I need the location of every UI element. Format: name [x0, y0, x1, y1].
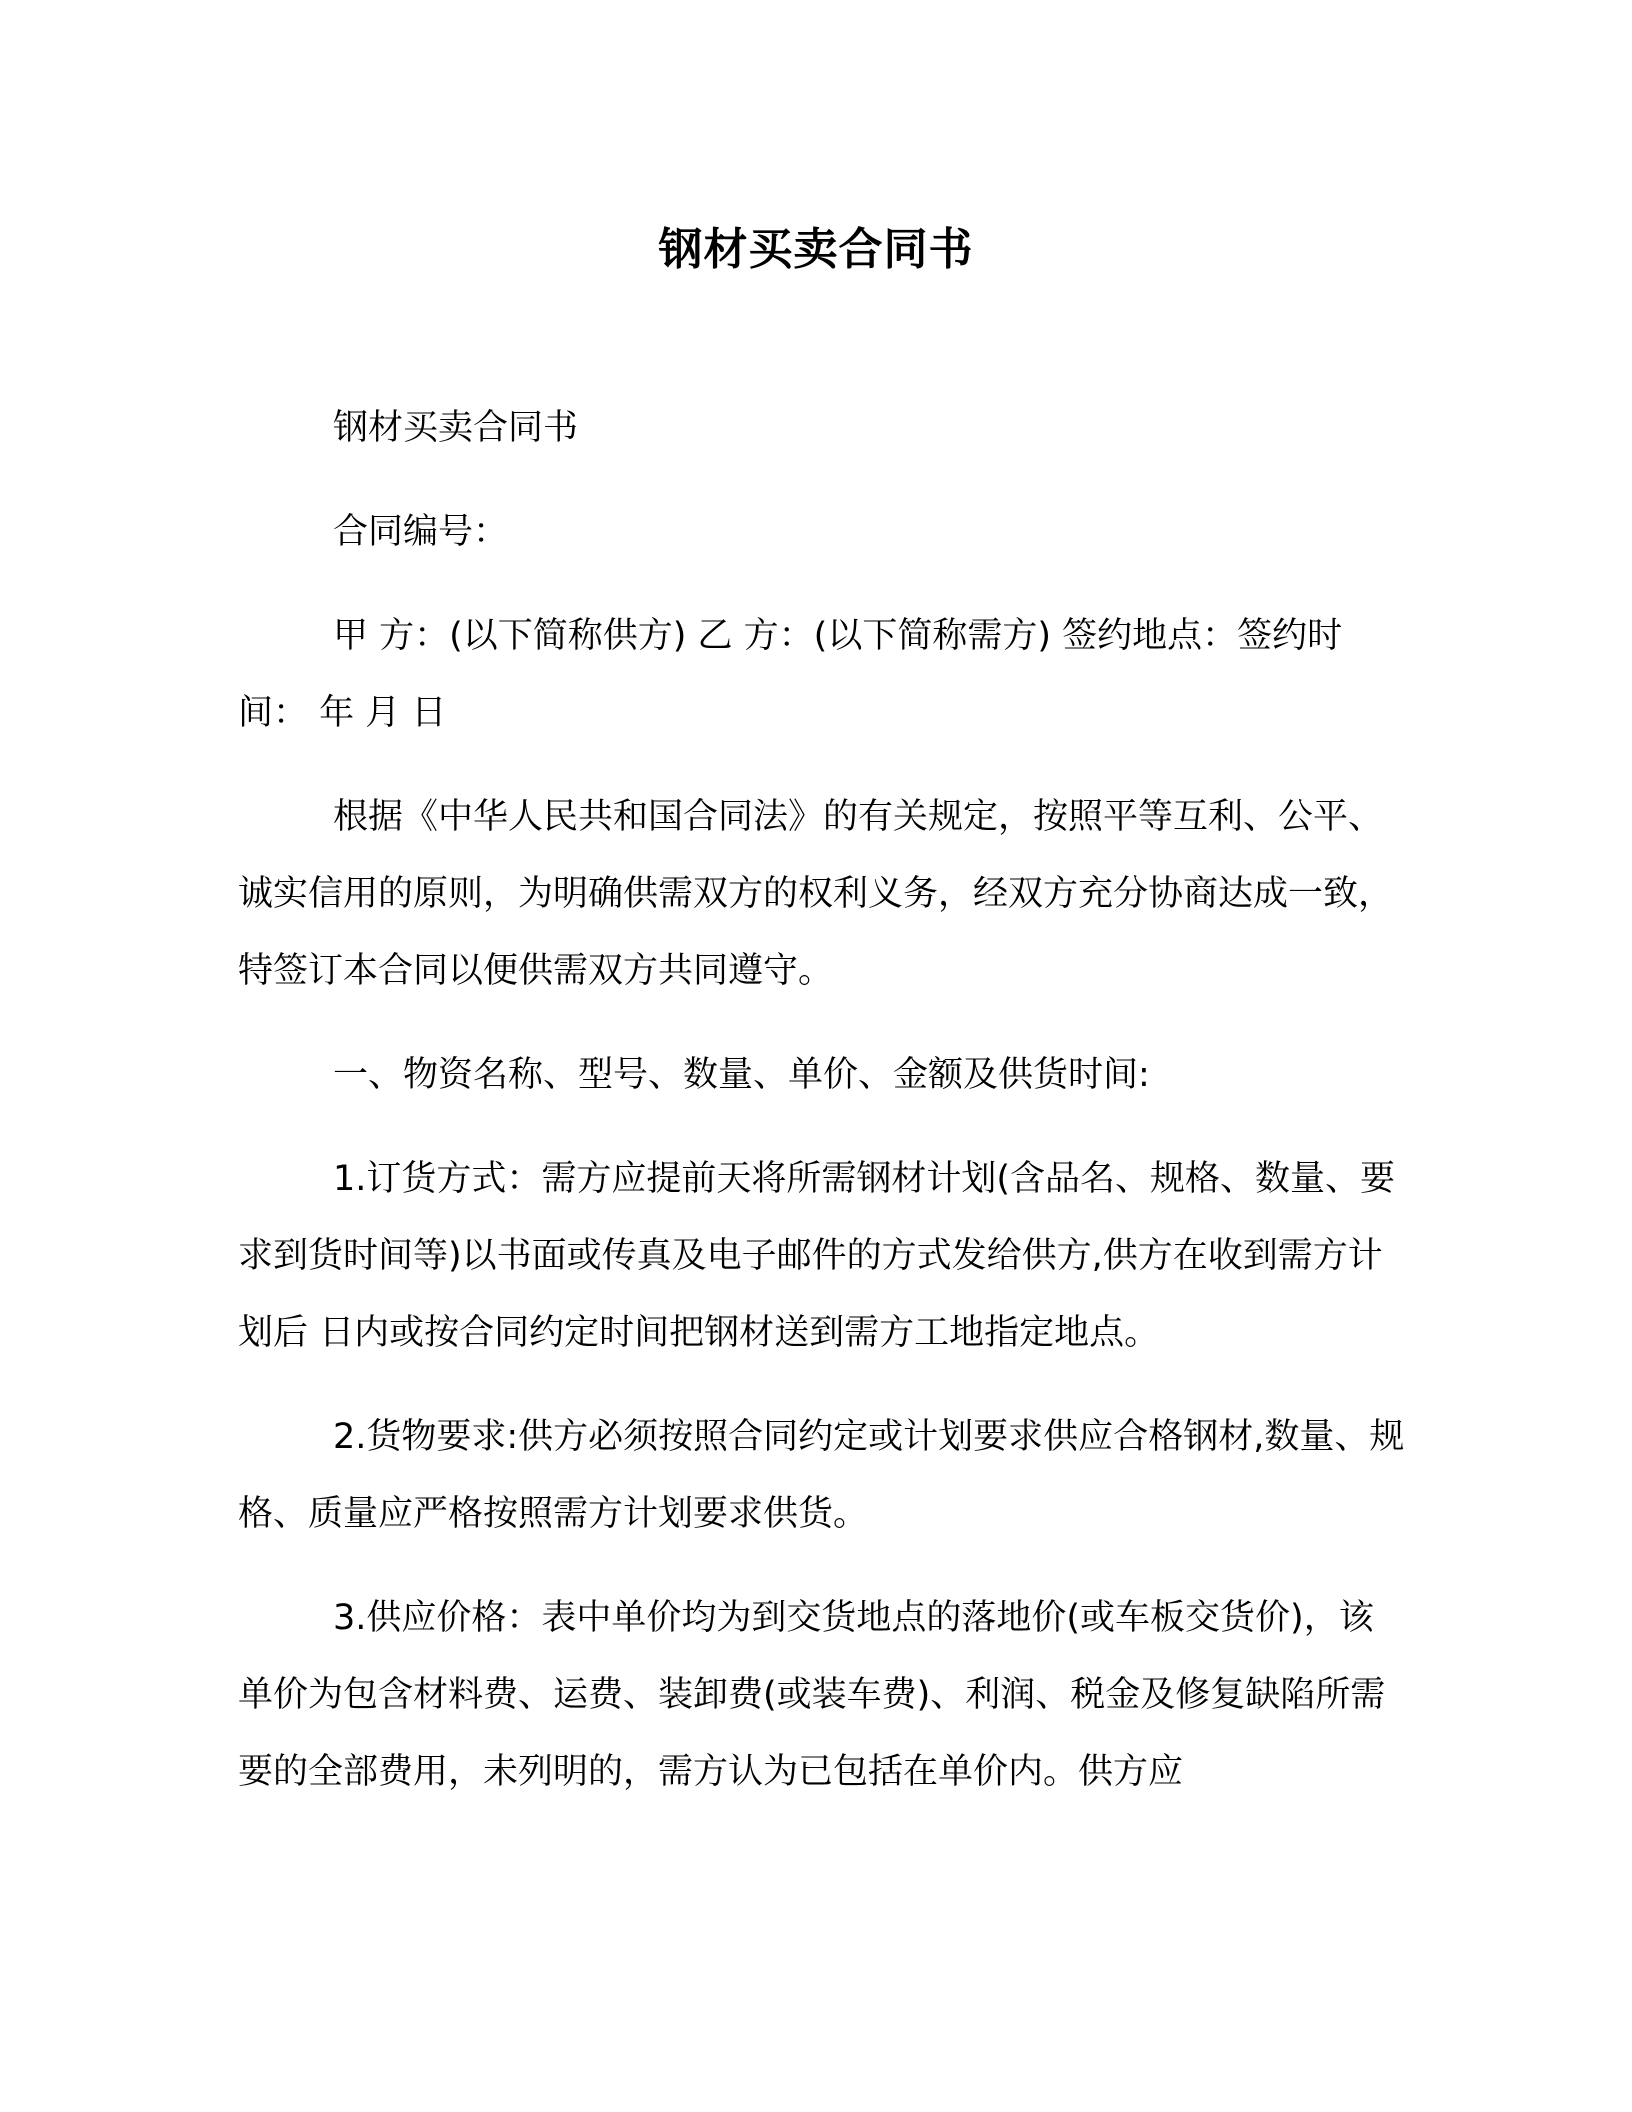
document-body	[238, 390, 1408, 1838]
contract-number: 合同编号：	[333, 512, 509, 552]
section-1-heading: 一、物资名称、型号、数量、单价、金额及供货时间:	[333, 1055, 1150, 1095]
parties-info: 甲 方：(以下简称供方) 乙 方：(以下简称需方) 签约地点：签约时间： 年 月 日	[238, 616, 1343, 733]
clause-3-supply-price: 3.供应价格：表中单价均为到交货地点的落地价(或车板交货价)，该单价为包含材料费、运费、装卸费(或装车费)、利润、税金及修复缺陷所需要的全部费用，未列明的，需方认为已包括在单价内。供方应	[238, 1598, 1386, 1792]
document-title: 钢材买卖合同书	[658, 224, 974, 275]
contract-heading: 钢材买卖合同书	[333, 408, 579, 448]
clause-2-goods-requirements: 2.货物要求:供方必须按照合同约定或计划要求供应合格钢材,数量、规格、质量应严格按照需方计划要求供货。	[238, 1417, 1405, 1534]
preamble: 根据《中华人民共和国合同法》的有关规定，按照平等互利、公平、诚实信用的原则，为明确供需双方的权利义务，经双方充分协商达成一致，特签订本合同以便供需双方共同遵守。	[238, 797, 1394, 991]
clause-1-ordering: 1.订货方式：需方应提前天将所需钢材计划(含品名、规格、数量、要求到货时间等)以书面或传真及电子邮件的方式发给供方,供方在收到需方计划后 日内或按合同约定时间把钢材送到需方工地指定地点。	[238, 1159, 1396, 1353]
